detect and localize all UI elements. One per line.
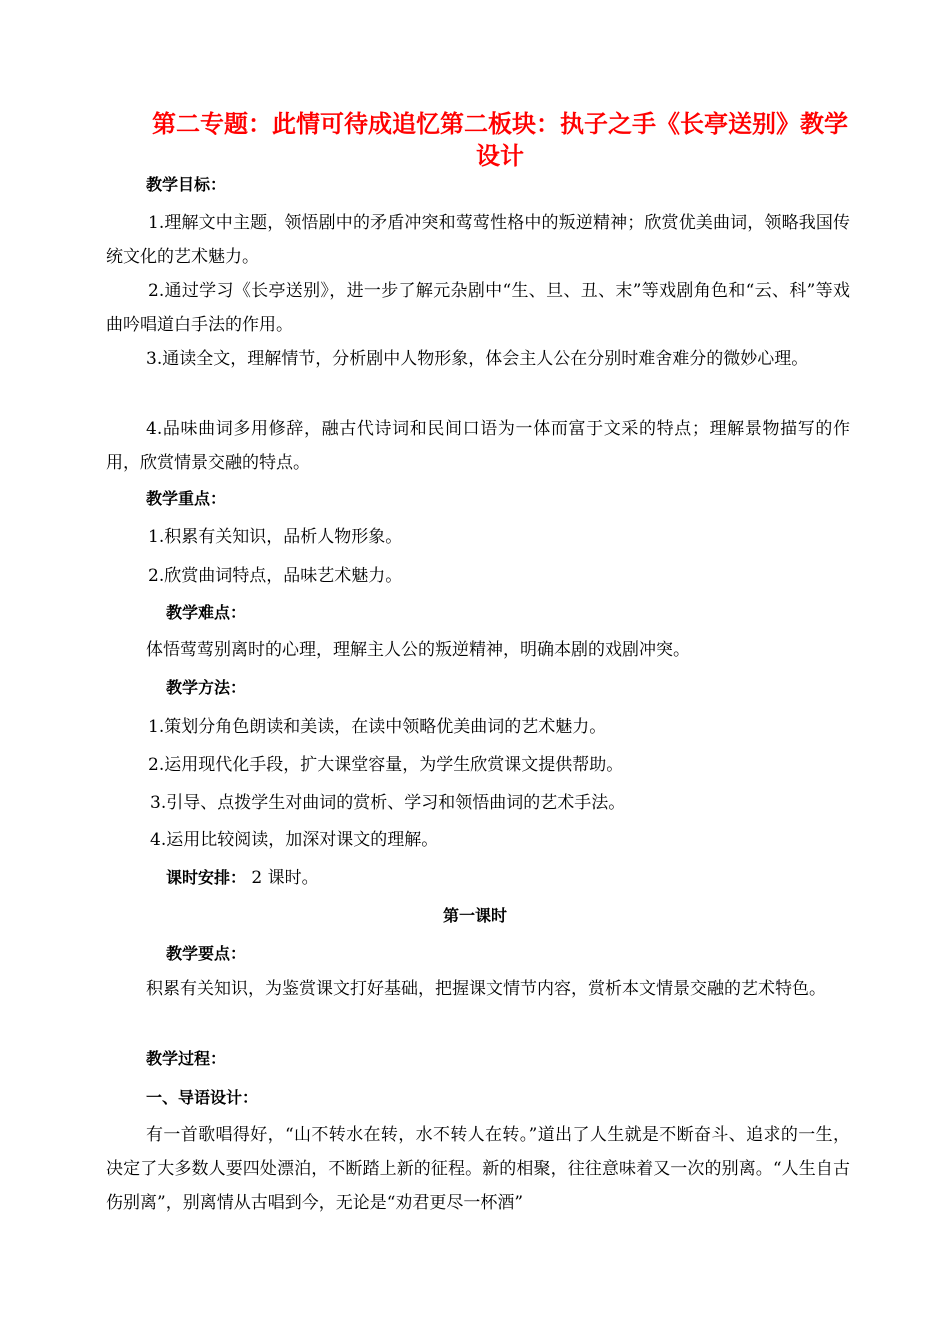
page-title: 第二专题：此情可待成追忆第二板块：执子之手《长亭送别》教学设计 [152,110,848,170]
lesson-heading: 第一课时 [442,906,507,925]
process-heading: 教学过程： [146,1049,227,1068]
goal-item: 4.品味曲词多用修辞，融古代诗词和民间口语为一体而富于文采的特点；理解景物描写的作用，欣赏情景交融的特点。 [106,419,850,473]
difficulties-text: 体悟莺莺别离时的心理，理解主人公的叛逆精神，明确本剧的戏剧冲突。 [146,640,690,660]
goals-heading: 教学目标： [146,175,227,194]
lesson-points-text: 积累有关知识，为鉴赏课文打好基础，把握课文情节内容，赏析本文情景交融的艺术特色。 [146,979,826,999]
methods-heading: 教学方法： [166,678,247,697]
goal-item: 3.通读全文，理解情节，分析剧中人物形象，体会主人公在分别时难舍难分的微妙心理。 [146,349,809,369]
key-point-item: 1.积累有关知识，品析人物形象。 [148,527,403,547]
lesson-points-heading: 教学要点： [166,944,247,963]
schedule-value: 2 课时。 [251,868,319,888]
schedule-line [166,861,910,895]
method-item: 2.运用现代化手段，扩大课堂容量，为学生欣赏课文提供帮助。 [148,755,624,775]
method-item: 3.引导、点拨学生对曲词的赏析、学习和领悟曲词的艺术手法。 [150,793,626,813]
intro-heading: 一、导语设计： [146,1088,259,1107]
schedule-label: 课时安排： [166,868,247,887]
goal-item: 2.通过学习《长亭送别》，进一步了解元杂剧中“生、旦、丑、末”等戏剧角色和“云、科”等戏曲吟唱道白手法的作用。 [106,281,850,335]
difficulties-heading: 教学难点： [166,603,247,622]
intro-text: 有一首歌唱得好，“山不转水在转，水不转人在转。”道出了人生就是不断奋斗、追求的一生，决定了大多数人要四处漂泊，不断踏上新的征程。新的相聚，往往意味着又一次的别离。“人生自古伤别离”，别离情从古唱到今，无论是“劝君更尽一杯酒” [106,1125,850,1213]
key-point-item: 2.欣赏曲词特点，品味艺术魅力。 [148,566,403,586]
key-points-heading: 教学重点： [146,489,227,508]
method-item: 1.策划分角色朗读和美读，在读中领略优美曲词的艺术魅力。 [148,717,607,737]
goal-item: 1.理解文中主题，领悟剧中的矛盾冲突和莺莺性格中的叛逆精神；欣赏优美曲词，领略我国传统文化的艺术魅力。 [106,213,850,267]
method-item: 4.运用比较阅读，加深对课文的理解。 [150,830,439,850]
